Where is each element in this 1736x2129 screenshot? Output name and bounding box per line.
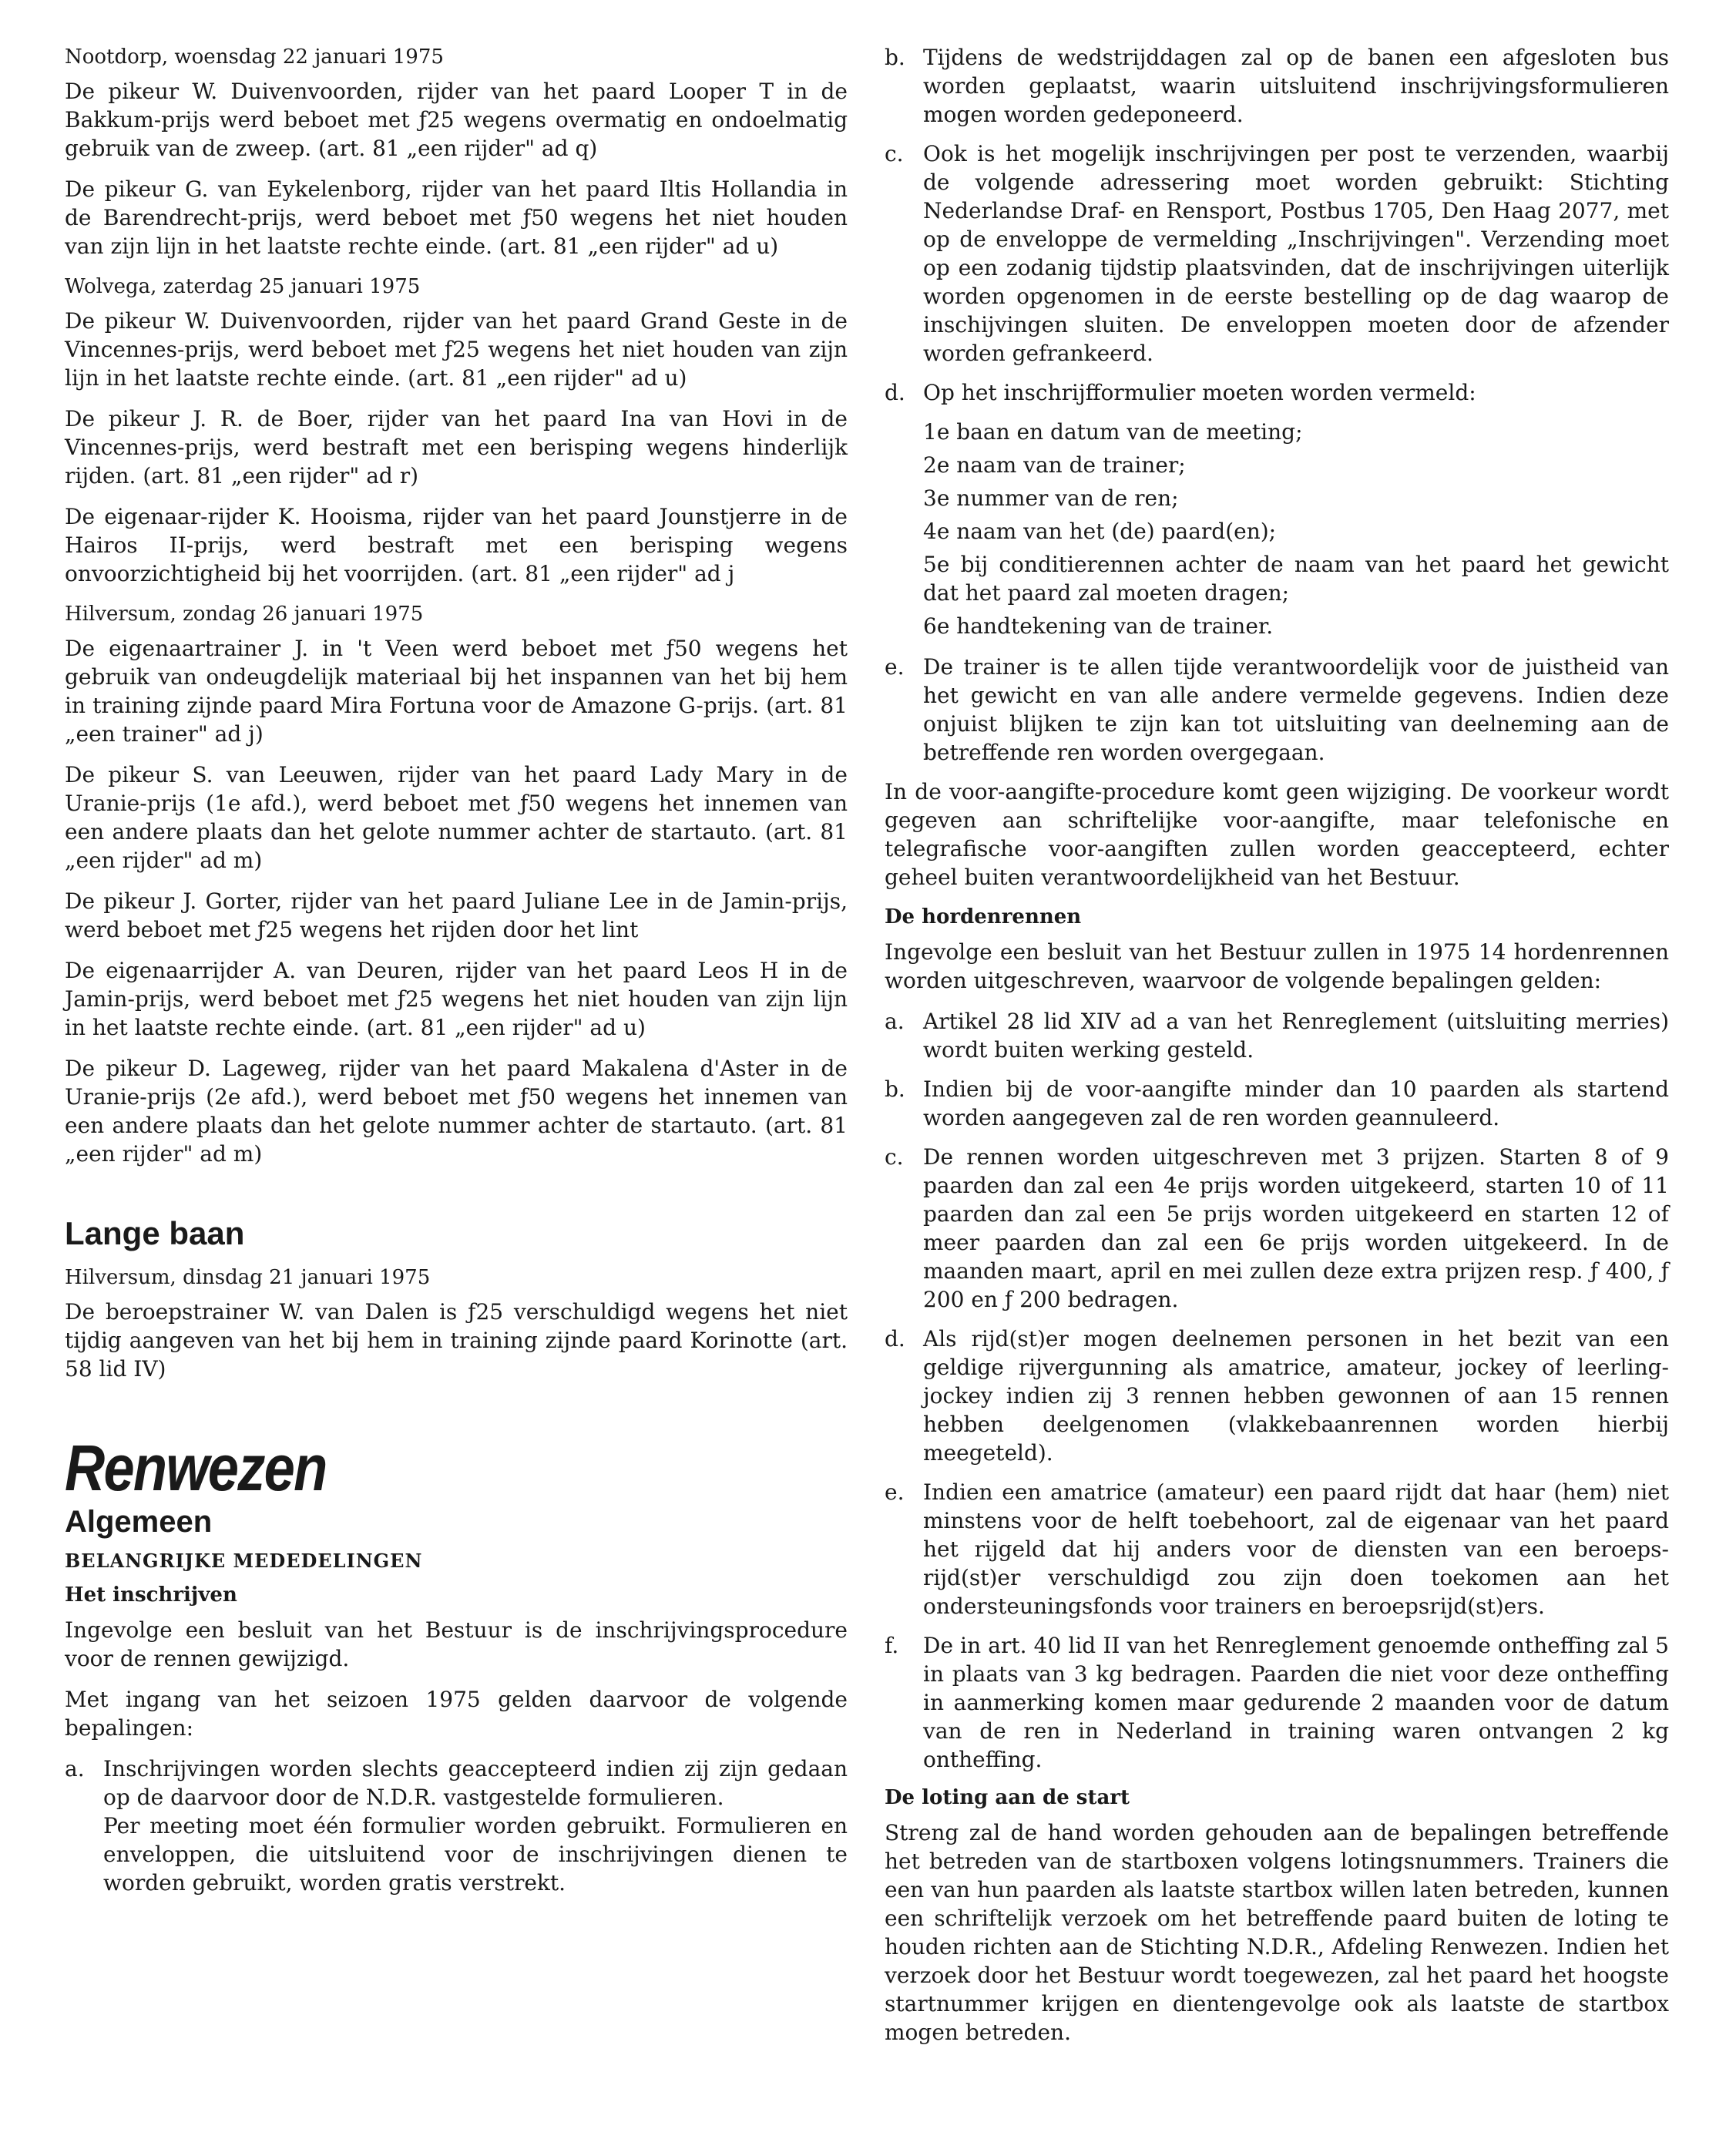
paragraph: De pikeur S. van Leeuwen, rijder van het paard Lady Mary in de Uranie-prijs (1e afd.), werd beboet met ƒ50 wegens het innemen van een andere plaats dan het gelote nummer achter de startauto. (art. 81 „een rijder" ad m) <box>65 762 848 873</box>
list-label: a. <box>885 1009 905 1034</box>
paragraph: De pikeur D. Lageweg, rijder van het paard Makalena d'Aster in de Uranie-prijs (2e afd.), werd beboet met ƒ50 wegens het innemen van een andere plaats dan het gelote nummer achter de startauto. (art. 81 „een rijder" ad m) <box>65 1056 848 1167</box>
list-item <box>885 1478 1669 1620</box>
dateline: Nootdorp, woensdag 22 januari 1975 <box>65 45 444 69</box>
list-text: De rennen worden uitgeschreven met 3 prijzen. Starten 8 of 9 paarden dan zal een 4e prijs worden uitgekeerd, starten 10 of 11 paarden dan zal een 5e prijs worden uitgekeerd en starten 12 of meer paarden dan zal een 6e prijs worden uitgekeerd. In de maanden maart, april en mei zullen deze extra prijzen resp. ƒ 400, ƒ 200 en ƒ 200 bedragen. <box>923 1144 1669 1312</box>
list-item <box>885 139 1669 368</box>
list-item <box>885 653 1669 767</box>
section-title-renwezen: Renwezen <box>65 1432 327 1504</box>
list-item <box>885 43 1669 129</box>
list-text: Op het inschrijfformulier moeten worden vermeld: <box>923 380 1476 405</box>
list-text: Ook is het mogelijk inschrijvingen per post te verzenden, waarbij de volgende adressering moet worden gebruikt: Stichting Nederlandse Draf- en Rensport, Postbus 1705, Den Haag 2077, met op de enveloppe de vermelding „Inschrijvingen". Verzending moet op een zodanig tijdstip plaatsvinden, dat de inschrijvingen uiterlijk worden opgenomen in de eerste bestelling op de dag waarop de inschijvingen sluiten. De enveloppen moeten door de afzender worden gefrankeerd. <box>923 141 1669 366</box>
paragraph: De eigenaar-rijder K. Hooisma, rijder van het paard Jounstjerre in de Hairos II-prijs, werd bestraft met een berisping wegens onvoorzichtigheid bij het voorrijden. (art. 81 „een rijder" ad j <box>65 504 848 586</box>
paragraph: De pikeur W. Duivenvoorden, rijder van het paard Grand Geste in de Vincennes-prijs, werd beboet met ƒ25 wegens het niet houden van zijn lijn in het laatste rechte einde. (art. 81 „een rijder" ad u) <box>65 308 848 391</box>
paragraph: De pikeur G. van Eykelenborg, rijder van het paard Iltis Hollandia in de Barendrecht-prijs, werd beboet met ƒ50 wegens het niet houden van zijn lijn in het laatste rechte einde. (art. 81 „een rijder" ad u) <box>65 176 848 259</box>
paragraph: De eigenaarrijder A. van Deuren, rijder van het paard Leos H in de Jamin-prijs, werd beboet met ƒ25 wegens het niet houden van zijn lijn in het laatste rechte einde. (art. 81 „een rijder" ad u) <box>65 958 848 1040</box>
list-item <box>885 378 1669 407</box>
paragraph: De beroepstrainer W. van Dalen is ƒ25 verschuldigd wegens het niet tijdig aangeven van het bij hem in training zijnde paard Korinotte (art. 58 lid IV) <box>65 1299 848 1382</box>
list-label: e. <box>885 654 905 680</box>
sub-item: 3e nummer van de ren; <box>923 485 1179 511</box>
list-text: Indien een amatrice (amateur) een paard rijdt dat haar (hem) niet minstens voor de helft toebehoort, zal de eigenaar van het paard het rijgeld dat hij anders voor de diensten van een beroeps-rijd(st)er verschuldigd zou zijn doen toekomen aan het ondersteuningsfonds voor trainers en beroepsrijd(st)ers. <box>923 1479 1669 1619</box>
list-label: b. <box>885 1076 905 1102</box>
list-label: c. <box>885 141 904 166</box>
dateline: Hilversum, zondag 26 januari 1975 <box>65 603 424 626</box>
dateline: Wolvega, zaterdag 25 januari 1975 <box>65 275 421 298</box>
paragraph: De pikeur J. R. de Boer, rijder van het paard Ina van Hovi in de Vincennes-prijs, werd bestraft met een berisping wegens hinderlijk rijden. (art. 81 „een rijder" ad r) <box>65 406 848 489</box>
list-label: d. <box>885 380 905 405</box>
list-text: Tijdens de wedstrijddagen zal op de banen een afgesloten bus worden geplaatst, waarin uitsluitend inschrijvingsformulieren mogen worden gedeponeerd. <box>923 45 1669 127</box>
paragraph: Streng zal de hand worden gehouden aan de bepalingen betreffende het betreden van de startboxen volgens lotingsnummers. Trainers die een van hun paarden als laatste startbox willen laten betreden, kunnen een schriftelijk verzoek om het betreffende paard buiten de loting te houden richten aan de Stichting N.D.R., Afdeling Renwezen. Indien het verzoek door het Bestuur wordt toegewezen, zal het paard het hoogste startnummer krijgen en dientengevolge ook als laatste de startbox mogen betreden. <box>885 1820 1669 2045</box>
list-label: a. <box>65 1756 85 1781</box>
list-label: f. <box>885 1633 899 1658</box>
list-text: Indien bij de voor-aangifte minder dan 10 paarden als startend worden aangegeven zal de ren worden geannuleerd. <box>923 1076 1669 1130</box>
list-item <box>885 1075 1669 1132</box>
list-text: De trainer is te allen tijde verantwoordelijk voor de juistheid van het gewicht en van alle andere vermelde gegevens. Indien deze onjuist blijken te zijn kan tot uitsluiting van deelneming aan de betreffende ren worden overgegaan. <box>923 654 1669 765</box>
dateline: Hilversum, dinsdag 21 januari 1975 <box>65 1266 431 1289</box>
section-heading-lange-baan: Lange baan <box>65 1215 245 1251</box>
subheading-loting: De loting aan de start <box>885 1786 1130 1809</box>
list-text <box>103 1755 848 1897</box>
sub-item: 6e handtekening van de trainer. <box>923 613 1274 639</box>
list-text: Artikel 28 lid XIV ad a van het Renreglement (uitsluiting merries) wordt buiten werking gesteld. <box>923 1009 1669 1063</box>
subheading-hordenrennen: De hordenrennen <box>885 905 1082 928</box>
section-heading-algemeen: Algemeen <box>65 1505 213 1539</box>
list-label: d. <box>885 1326 905 1352</box>
sub-item: 4e naam van het (de) paard(en); <box>923 519 1277 544</box>
list-item <box>65 1755 848 1897</box>
list-text: De in art. 40 lid II van het Renreglement genoemde ontheffing zal 5 in plaats van 3 kg bedragen. Paarden die niet voor deze ontheffing in aanmerking komen maar gedurende 2 maanden voor de datum van de ren in Nederland in training waren ontvangen 2 kg ontheffing. <box>923 1633 1669 1772</box>
sub-item: 1e baan en datum van de meeting; <box>923 419 1303 445</box>
paragraph: De pikeur W. Duivenvoorden, rijder van het paard Looper T in de Bakkum-prijs werd beboet met ƒ25 wegens overmatig en ondoelmatig gebruik van de zweep. (art. 81 „een rijder" ad q) <box>65 79 848 161</box>
list-label: c. <box>885 1144 904 1170</box>
left-column <box>65 43 848 1908</box>
list-text: Als rijd(st)er mogen deelnemen personen in het bezit van een geldige rijvergunning als amatrice, amateur, jockey of leerling-jockey indien zij 3 rennen hebben gewonnen of aan 15 rennen hebben deelgenomen (vlakkebaanrennen worden hierbij meegeteld). <box>923 1326 1669 1466</box>
list-item <box>885 1631 1669 1774</box>
sub-item: 2e naam van de trainer; <box>923 452 1186 478</box>
subheading-mededelingen: BELANGRIJKE MEDEDELINGEN <box>65 1550 423 1572</box>
list-item <box>885 1143 1669 1314</box>
subheading-inschrijven: Het inschrijven <box>65 1583 237 1607</box>
list-text-line: Inschrijvingen worden slechts geaccepteerd indien zij zijn gedaan op de daarvoor door de N.D.R. vastgestelde formulieren. <box>103 1756 848 1810</box>
paragraph: Met ingang van het seizoen 1975 gelden daarvoor de volgende bepalingen: <box>65 1687 848 1741</box>
paragraph: Ingevolge een besluit van het Bestuur zullen in 1975 14 hordenrennen worden uitgeschreven, waarvoor de volgende bepalingen gelden: <box>885 939 1669 993</box>
list-item <box>885 1325 1669 1467</box>
paragraph: In de voor-aangifte-procedure komt geen wijziging. De voorkeur wordt gegeven aan schriftelijke voor-aangifte, maar telefonische en telegrafische voor-aangiften zullen worden geaccepteerd, echter geheel buiten verantwoordelijkheid van het Bestuur. <box>885 779 1669 890</box>
paragraph: De eigenaartrainer J. in 't Veen werd beboet met ƒ50 wegens het gebruik van ondeugdelijk materiaal bij het inspannen van het bij hem in training zijnde paard Mira Fortuna voor de Amazone G-prijs. (art. 81 „een trainer" ad j) <box>65 636 848 747</box>
paragraph: De pikeur J. Gorter, rijder van het paard Juliane Lee in de Jamin-prijs, werd beboet met ƒ25 wegens het rijden door het lint <box>65 888 848 942</box>
list-label: b. <box>885 45 905 70</box>
list-text-line: Per meeting moet één formulier worden gebruikt. Formulieren en enveloppen, die uitsluitend voor de inschrijvingen dienen te worden gebruikt, worden gratis verstrekt. <box>103 1813 848 1896</box>
list-label: e. <box>885 1479 905 1505</box>
list-item <box>885 1007 1669 1064</box>
paragraph: Ingevolge een besluit van het Bestuur is de inschrijvingsprocedure voor de rennen gewijzigd. <box>65 1617 848 1671</box>
right-column <box>885 43 1669 2059</box>
sub-item: 5e bij conditierennen achter de naam van het paard het gewicht dat het paard zal moeten dragen; <box>923 552 1669 606</box>
